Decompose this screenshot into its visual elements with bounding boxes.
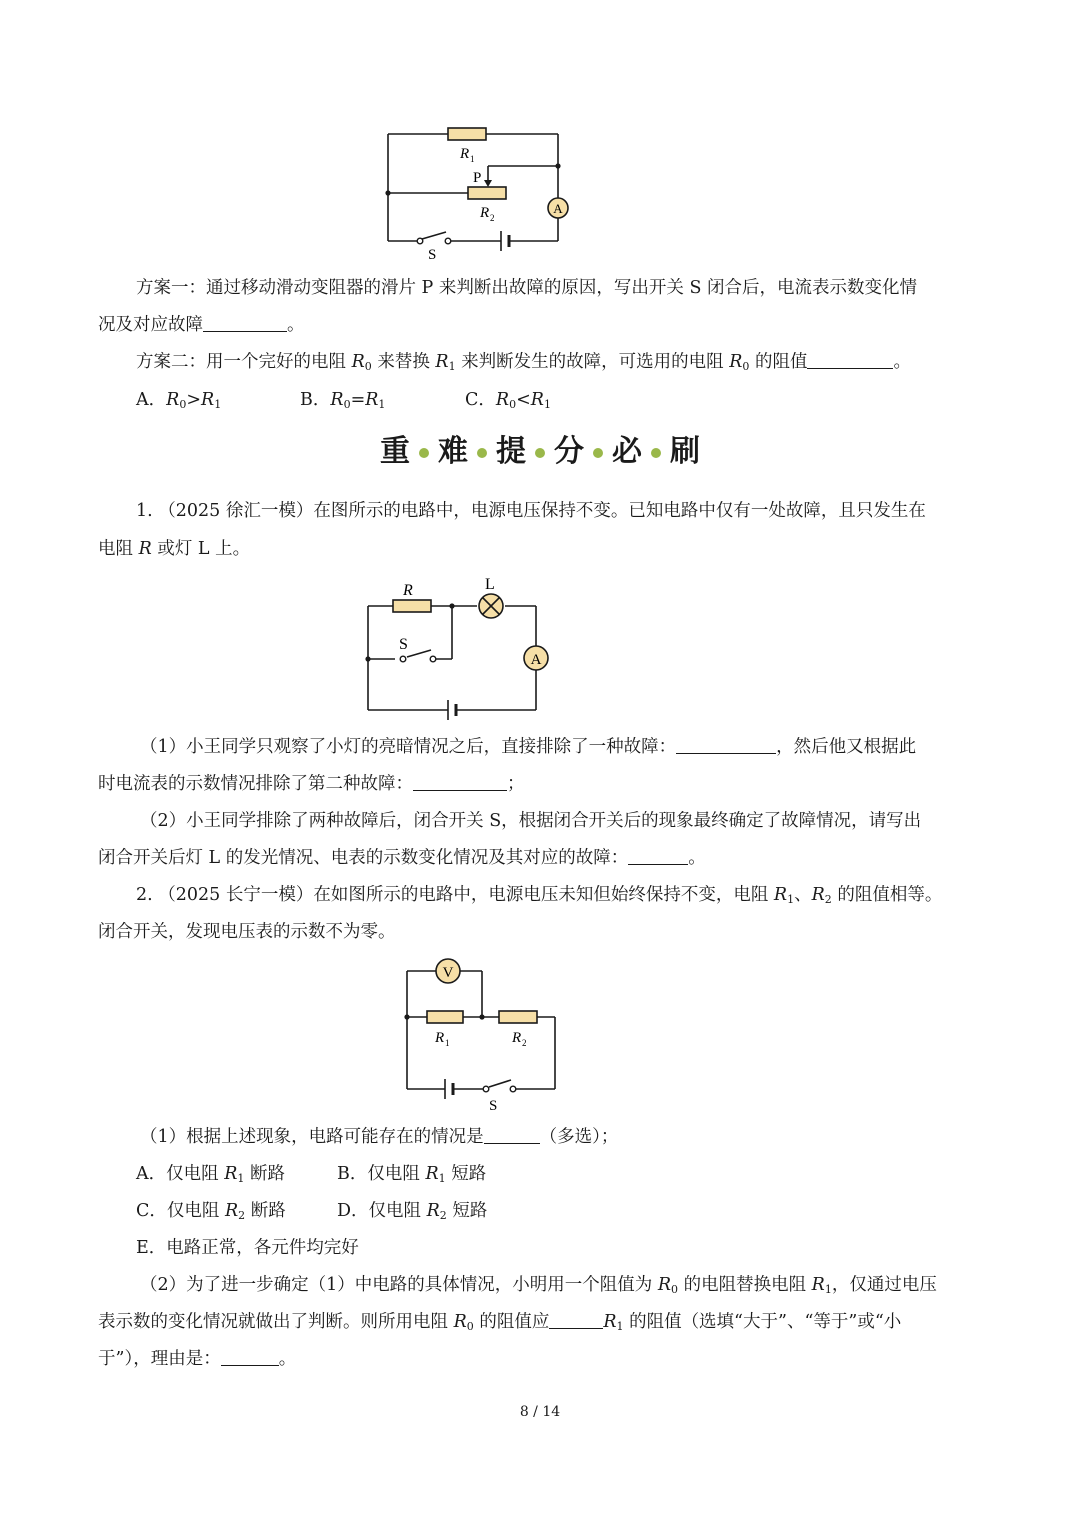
svg-text:2: 2 bbox=[522, 1038, 527, 1048]
svg-text:S: S bbox=[428, 247, 437, 263]
bullet-dot-icon bbox=[419, 448, 429, 458]
rheostat-r2 bbox=[468, 187, 506, 199]
answer-blank[interactable] bbox=[807, 350, 893, 369]
q2-stem-line1: 2. （2025 长宁一模）在如图所示的电路中，电源电压未知但始终保持不变，电阻 $R_1$、$R_2$ 的阻值相等。 bbox=[136, 885, 943, 906]
svg-text:R: R bbox=[512, 1030, 522, 1046]
bullet-dot-icon bbox=[477, 448, 487, 458]
q1-sub1-line2: 时电流表的示数情况排除了第二种故障： ； bbox=[98, 774, 525, 794]
q1-sub2-line2: 闭合开关后灯 L 的发光情况、电表的示数变化情况及其对应的故障： 。 bbox=[98, 848, 706, 868]
svg-text:R: R bbox=[480, 205, 490, 221]
answer-blank[interactable] bbox=[484, 1125, 540, 1144]
svg-text:S: S bbox=[399, 636, 408, 653]
plan1-line1: 方案一：通过移动滑动变阻器的滑片 P 来判断出故障的原因，写出开关 S 闭合后，电流表示数变化情 bbox=[136, 278, 918, 298]
q2-sub2-line1: （2）为了进一步确定（1）中电路的具体情况，小明用一个阻值为 $R_0$ 的电阻替换电阻 $R_1$，仅通过电压 bbox=[140, 1275, 937, 1296]
q2-option-b: B．仅电阻 $R_1$ 短路 bbox=[337, 1164, 487, 1185]
resistor-r2 bbox=[499, 1011, 537, 1023]
plan2-option-b: B．$R_0=R_1$ bbox=[300, 390, 386, 411]
q1-stem-line2: 电阻 R 或灯 L 上。 bbox=[98, 539, 251, 559]
slider-arrow-icon bbox=[484, 180, 492, 187]
q2-option-d: D．仅电阻 $R_2$ 短路 bbox=[337, 1201, 488, 1222]
q2-option-e: E．电路正常，各元件均完好 bbox=[136, 1238, 359, 1258]
circuit-diagram-3 bbox=[395, 955, 565, 1115]
svg-text:S: S bbox=[489, 1098, 498, 1114]
circuit-diagram-1 bbox=[370, 118, 590, 263]
q2-option-c: C．仅电阻 $R_2$ 断路 bbox=[136, 1201, 286, 1222]
page-number: 8 / 14 bbox=[519, 1404, 561, 1420]
svg-text:A: A bbox=[530, 652, 542, 668]
bullet-dot-icon bbox=[593, 448, 603, 458]
q2-sub1: （1）根据上述现象，电路可能存在的情况是 （多选）； bbox=[140, 1127, 619, 1147]
svg-text:P: P bbox=[473, 170, 482, 186]
svg-text:V: V bbox=[442, 965, 454, 981]
bullet-dot-icon bbox=[535, 448, 545, 458]
q2-sub2-line3: 于”），理由是： 。 bbox=[98, 1349, 297, 1369]
answer-blank[interactable] bbox=[676, 735, 776, 754]
svg-text:R: R bbox=[460, 146, 470, 162]
answer-blank[interactable] bbox=[628, 846, 688, 865]
resistor-r bbox=[393, 600, 431, 612]
svg-text:1: 1 bbox=[445, 1038, 450, 1048]
q2-stem-line2: 闭合开关，发现电压表的示数不为零。 bbox=[98, 922, 396, 942]
answer-blank[interactable] bbox=[413, 772, 507, 791]
svg-text:L: L bbox=[485, 576, 495, 593]
section-title: 重 难 提 分 必 刷 bbox=[380, 434, 700, 469]
svg-text:A: A bbox=[553, 201, 563, 216]
resistor-r1 bbox=[427, 1011, 463, 1023]
plan2-option-a: A．$R_0>R_1$ bbox=[136, 390, 222, 411]
svg-text:1: 1 bbox=[470, 154, 475, 164]
q1-sub1-line1: （1）小王同学只观察了小灯的亮暗情况之后，直接排除了一种故障： ，然后他又根据此 bbox=[140, 737, 917, 757]
svg-text:R: R bbox=[403, 582, 413, 599]
bullet-dot-icon bbox=[651, 448, 661, 458]
answer-blank[interactable] bbox=[221, 1347, 279, 1366]
answer-blank[interactable] bbox=[549, 1310, 603, 1329]
q2-sub2-line2: 表示数的变化情况就做出了判断。则所用电阻 $R_0$ 的阻值应 $R_1$ 的阻值（选填“大于”、“等于”或“小 bbox=[98, 1312, 902, 1333]
circuit-diagram-2 bbox=[355, 570, 565, 720]
plan2-line: 方案二：用一个完好的电阻 $R_0$ 来替换 $R_1$ 来判断发生的故障，可选用的电阻 $R_0$ 的阻值 。 bbox=[136, 352, 911, 373]
plan1-line2: 况及对应故障 。 bbox=[98, 315, 305, 335]
answer-blank[interactable] bbox=[203, 313, 287, 332]
q2-option-a: A．仅电阻 $R_1$ 断路 bbox=[136, 1164, 285, 1185]
q1-sub2-line1: （2）小王同学排除了两种故障后，闭合开关 S，根据闭合开关后的现象最终确定了故障情况，请写出 bbox=[140, 811, 922, 831]
q1-stem-line1: 1. （2025 徐汇一模）在图所示的电路中，电源电压保持不变。已知电路中仅有一处故障，且只发生在 bbox=[136, 501, 926, 521]
plan2-option-c: C．$R_0<R_1$ bbox=[465, 390, 551, 411]
svg-text:2: 2 bbox=[490, 213, 495, 223]
svg-text:R: R bbox=[435, 1030, 445, 1046]
lamp-icon bbox=[479, 594, 503, 618]
resistor-r1 bbox=[448, 128, 486, 140]
